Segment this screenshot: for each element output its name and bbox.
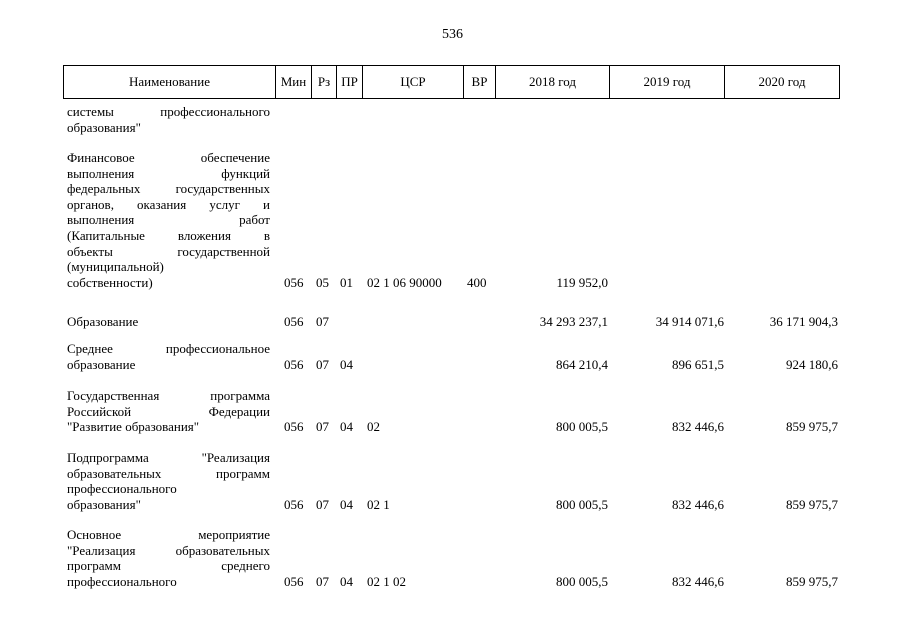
row-rz: 07 xyxy=(316,496,329,512)
row-csr: 02 1 xyxy=(367,496,390,512)
row-name-line: профессионального xyxy=(67,573,177,589)
row-name-line: федеральных государственных xyxy=(67,181,270,197)
row-year-2018: 800 005,5 xyxy=(556,419,608,435)
row-name-line: Финансовое обеспечение xyxy=(67,150,270,165)
row-name-line: Образование xyxy=(67,314,139,329)
row-name-line: образования" xyxy=(67,496,141,512)
row-year-2020: 924 180,6 xyxy=(786,356,838,372)
row-year-2020: 859 975,7 xyxy=(786,573,838,589)
row-name-line: Среднее профессиональное xyxy=(67,341,270,356)
row-year-2019: 34 914 071,6 xyxy=(655,314,724,329)
row-name xyxy=(67,527,270,589)
row-name-line: выполнения функций xyxy=(67,165,270,181)
row-name xyxy=(67,104,270,135)
row-name-line: образовательных программ xyxy=(67,465,270,481)
header-pr: ПР xyxy=(337,66,363,98)
header-2018: 2018 год xyxy=(496,66,610,98)
row-name-line: профессионального xyxy=(67,481,177,497)
row-min: 056 xyxy=(284,496,304,512)
row-min: 056 xyxy=(284,419,304,435)
row-name-line: органов, оказания услуг и xyxy=(67,196,270,212)
row-rz: 05 xyxy=(316,274,329,290)
row-year-2019: 832 446,6 xyxy=(672,496,724,512)
row-name-line: (Капитальные вложения в xyxy=(67,227,270,243)
row-pr: 04 xyxy=(340,356,353,372)
row-year-2019: 896 651,5 xyxy=(672,356,724,372)
row-name-line: (муниципальной) xyxy=(67,259,164,275)
row-name-line: объекты государственной xyxy=(67,243,270,259)
row-pr: 04 xyxy=(340,573,353,589)
row-year-2018: 119 952,0 xyxy=(556,274,608,290)
row-year-2019: 832 446,6 xyxy=(672,573,724,589)
row-name xyxy=(67,341,270,372)
row-name-line: образование xyxy=(67,356,136,372)
row-pr: 04 xyxy=(340,496,353,512)
row-name-line: системы профессионального xyxy=(67,104,270,119)
row-year-2019: 832 446,6 xyxy=(672,419,724,435)
row-name xyxy=(67,450,270,512)
row-min: 056 xyxy=(284,356,304,372)
header-2020: 2020 год xyxy=(758,74,806,89)
row-name xyxy=(67,150,270,290)
header-vr: ВР xyxy=(464,66,496,98)
row-name-line: программ среднего xyxy=(67,558,270,574)
row-pr: 04 xyxy=(340,419,353,435)
row-pr: 01 xyxy=(340,274,353,290)
row-year-2018: 800 005,5 xyxy=(556,573,608,589)
row-rz: 07 xyxy=(316,314,329,329)
row-year-2020: 36 171 904,3 xyxy=(769,314,838,329)
row-year-2018: 800 005,5 xyxy=(556,496,608,512)
row-name-line: "Реализация образовательных xyxy=(67,542,270,558)
row-name-line: собственности) xyxy=(67,274,153,290)
header-rz: Рз xyxy=(312,66,337,98)
row-min: 056 xyxy=(284,314,304,329)
row-vr: 400 xyxy=(467,274,487,290)
header-2019: 2019 год xyxy=(610,66,725,98)
row-name-line: "Развитие образования" xyxy=(67,419,200,435)
row-min: 056 xyxy=(284,573,304,589)
row-csr: 02 1 06 90000 xyxy=(367,274,442,290)
row-year-2020: 859 975,7 xyxy=(786,419,838,435)
row-year-2020: 859 975,7 xyxy=(786,496,838,512)
header-csr: ЦСР xyxy=(363,66,464,98)
header-min: Мин xyxy=(276,66,312,98)
row-name xyxy=(67,314,270,330)
row-csr: 02 1 02 xyxy=(367,573,406,589)
header-name: Наименование xyxy=(64,66,276,98)
row-name xyxy=(67,388,270,435)
row-year-2018: 864 210,4 xyxy=(556,356,608,372)
page-number: 536 xyxy=(442,27,463,42)
row-name-line: образования" xyxy=(67,119,141,135)
row-rz: 07 xyxy=(316,573,329,589)
row-name-line: выполнения работ xyxy=(67,212,270,228)
row-csr: 02 xyxy=(367,419,380,435)
row-rz: 07 xyxy=(316,419,329,435)
row-year-2018: 34 293 237,1 xyxy=(539,314,608,329)
row-rz: 07 xyxy=(316,356,329,372)
row-name-line: Основное мероприятие xyxy=(67,527,270,542)
row-min: 056 xyxy=(284,274,304,290)
row-name-line: Российской Федерации xyxy=(67,403,270,419)
row-name-line: Подпрограмма "Реализация xyxy=(67,450,270,465)
row-name-line: Государственная программа xyxy=(67,388,270,403)
table-header xyxy=(63,65,840,99)
